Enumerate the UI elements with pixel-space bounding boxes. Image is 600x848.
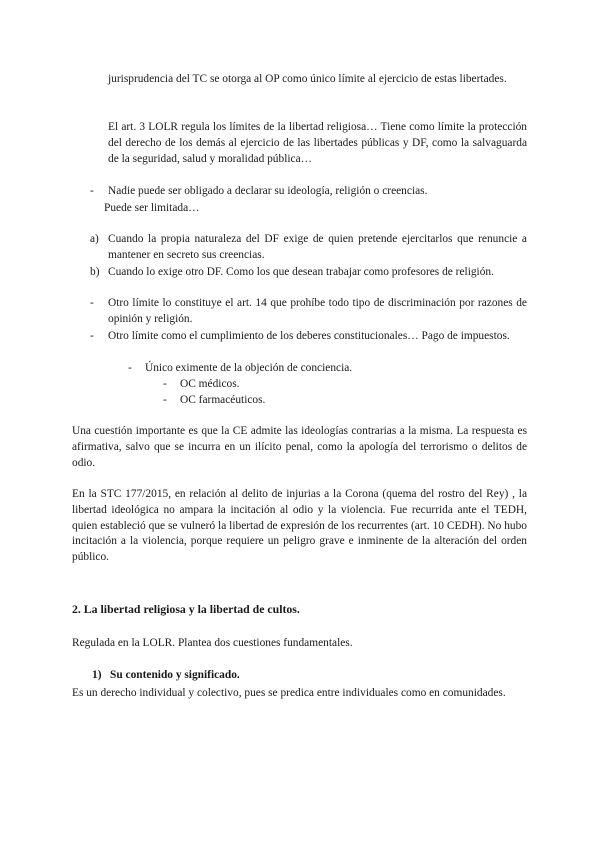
section-intro: Regulada en la LOLR. Plantea dos cuestiones fundamentales. — [72, 637, 353, 649]
dash-marker: - — [128, 362, 132, 374]
alpha-marker: b) — [90, 266, 100, 278]
number-marker: 1) — [92, 669, 102, 681]
list-item-text: Cuando lo exige otro DF. Como los que desean trabajar como profesores de religión. — [108, 266, 494, 278]
dash-marker: - — [90, 330, 94, 342]
limited-note: Puede ser limitada… — [104, 202, 200, 214]
paragraph-jurisprudence: jurisprudencia del TC se otorga al OP como único límite al ejercicio de estas libertades. — [108, 73, 507, 85]
list-item-text: Nadie puede ser obligado a declarar su ideología, religión o creencias. — [108, 185, 428, 197]
dash-marker: - — [163, 394, 167, 406]
alpha-marker: a) — [90, 233, 99, 245]
final-paragraph: Es un derecho individual y colectivo, pues se predica entre individuales como en comunidades. — [72, 687, 506, 699]
list-item-text: Único eximente de la objeción de conciencia. — [145, 362, 353, 374]
list-item-text: Otro límite lo constituye el art. 14 que prohíbe todo tipo de discriminación por razones de opinión y religión. — [108, 297, 527, 325]
list-item-text: OC farmacéuticos. — [180, 394, 266, 406]
paragraph-ideologies: Una cuestión importante es que la CE admite las ideologías contrarias a la misma. La respuesta es afirmativa, salvo que se incurra en un ilícito penal, como la apología del terrorismo o delitos de odio. — [72, 425, 527, 469]
dash-marker: - — [163, 378, 167, 390]
list-item-text: OC médicos. — [180, 378, 240, 390]
section-heading: 2. La libertad religiosa y la libertad de cultos. — [72, 602, 300, 616]
list-item-text: Otro límite como el cumplimiento de los deberes constitucionales… Pago de impuestos. — [108, 330, 510, 342]
dash-marker: - — [90, 297, 94, 309]
numbered-heading-text: Su contenido y significado. — [110, 669, 240, 681]
paragraph-lolr-limits: El art. 3 LOLR regula los límites de la libertad religiosa… Tiene como límite la protección del derecho de los demás al ejercicio de las libertades públicas y DF, como la salvaguarda de la seguridad, salud y moralidad pública… — [108, 121, 527, 165]
paragraph-stc: En la STC 177/2015, en relación al delito de injurias a la Corona (quema del rostro del Rey) , la libertad ideológica no ampara la incitación al odio y la violencia. Fue recurrida ante el TEDH, quien estableció que se vulneró la libertad de expresión de los recurrentes (art. 10 CEDH). No hubo incitación a la violencia, porque requiere un peligro grave e inminente de la alteración del orden público. — [72, 488, 527, 564]
list-item-text: Cuando la propia naturaleza del DF exige de quien pretende ejercitarlos que renuncie a mantener en secreto sus creencias. — [108, 233, 527, 261]
dash-marker: - — [90, 185, 94, 197]
